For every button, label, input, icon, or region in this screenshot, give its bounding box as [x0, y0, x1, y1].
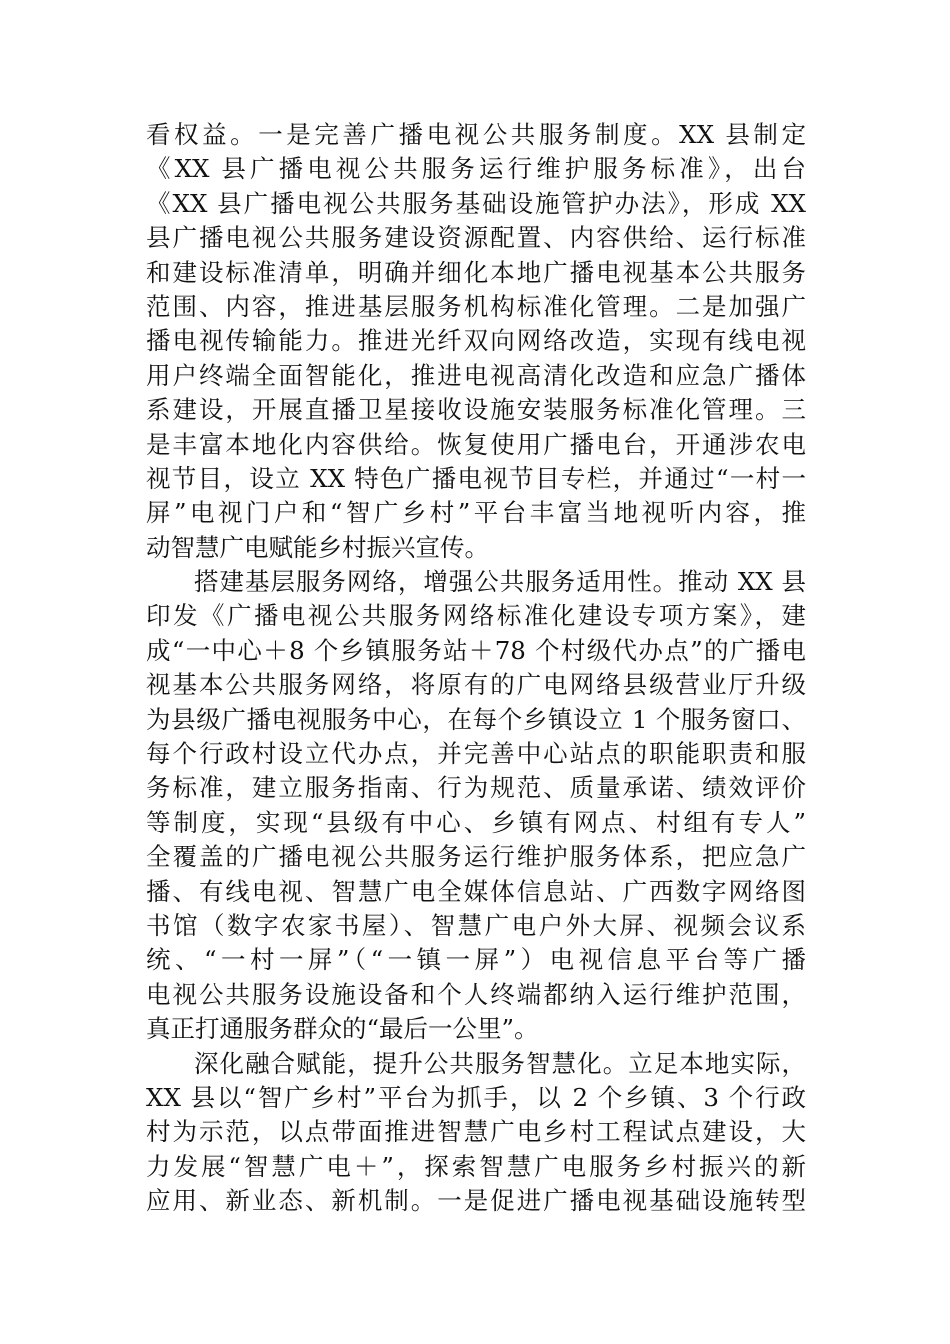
text-line: 播、有线电视、智慧广电全媒体信息站、广西数字网络图	[146, 876, 806, 906]
text-line: 动智慧广电赋能乡村振兴宣传。	[146, 532, 489, 562]
text-line: 和建设标准清单，明确并细化本地广播电视基本公共服务	[146, 257, 806, 287]
text-line: 范围、内容，推进基层服务机构标准化管理。二是加强广	[146, 291, 806, 321]
text-line: 印发《广播电视公共服务网络标准化建设专项方案》，建	[146, 601, 806, 631]
text-line: 应用、新业态、新机制。一是促进广播电视基础设施转型	[146, 1186, 806, 1216]
paragraph-3	[146, 1047, 806, 1219]
text-line: 播电视传输能力。推进光纤双向网络改造，实现有线电视	[146, 326, 806, 356]
text-line: 统、“一村一屏”（“一镇一屏”）电视信息平台等广播	[146, 945, 806, 975]
paragraph-2	[146, 565, 806, 1046]
text-line: 深化融合赋能，提升公共服务智慧化。立足本地实际，	[194, 1048, 806, 1078]
text-line: 视基本公共服务网络，将原有的广电网络县级营业厅升级	[146, 670, 806, 700]
document-body	[146, 118, 806, 1219]
text-line: 每个行政村设立代办点，并完善中心站点的职能职责和服	[146, 739, 806, 769]
text-line: 务标准，建立服务指南、行为规范、质量承诺、绩效评价	[146, 773, 806, 803]
text-line: 真正打通服务群众的“最后一公里”。	[146, 1014, 539, 1044]
text-line: 成“一中心＋8 个乡镇服务站＋78 个村级代办点”的广播电	[146, 635, 806, 665]
paragraph-1	[146, 118, 806, 565]
text-line: 《XX 县广播电视公共服务运行维护服务标准》，出台	[146, 154, 806, 184]
text-line: 力发展“智慧广电＋”，探索智慧广电服务乡村振兴的新	[146, 1151, 806, 1181]
text-line: 看权益。一是完善广播电视公共服务制度。XX 县制定	[146, 120, 806, 149]
text-line: 县广播电视公共服务建设资源配置、内容供给、运行标准	[146, 223, 806, 253]
text-line: 村为示范，以点带面推进智慧广电乡村工程试点建设，大	[146, 1117, 806, 1147]
text-line: 等制度，实现“县级有中心、乡镇有网点、村组有专人”	[146, 807, 806, 837]
text-line: 搭建基层服务网络，增强公共服务适用性。推动 XX 县	[194, 567, 806, 597]
text-line: 系建设，开展直播卫星接收设施安装服务标准化管理。三	[146, 395, 806, 425]
text-line: 全覆盖的广播电视公共服务运行维护服务体系，把应急广	[146, 842, 806, 872]
text-line: 书馆（数字农家书屋）、智慧广电户外大屏、视频会议系	[146, 910, 806, 940]
text-line: 是丰富本地化内容供给。恢复使用广播电台，开通涉农电	[146, 429, 806, 459]
text-line: 电视公共服务设施设备和个人终端都纳入运行维护范围，	[146, 979, 806, 1009]
text-line: 视节目，设立 XX 特色广播电视节目专栏，并通过“一村一	[146, 463, 806, 493]
text-line: 《XX 县广播电视公共服务基础设施管护办法》，形成 XX	[146, 188, 806, 218]
text-line: 用户终端全面智能化，推进电视高清化改造和应急广播体	[146, 360, 806, 390]
text-line: XX 县以“智广乡村”平台为抓手，以 2 个乡镇、3 个行政	[146, 1082, 806, 1112]
text-line: 屏”电视门户和“智广乡村”平台丰富当地视听内容，推	[146, 498, 806, 528]
text-line: 为县级广播电视服务中心，在每个乡镇设立 1 个服务窗口、	[146, 704, 806, 734]
